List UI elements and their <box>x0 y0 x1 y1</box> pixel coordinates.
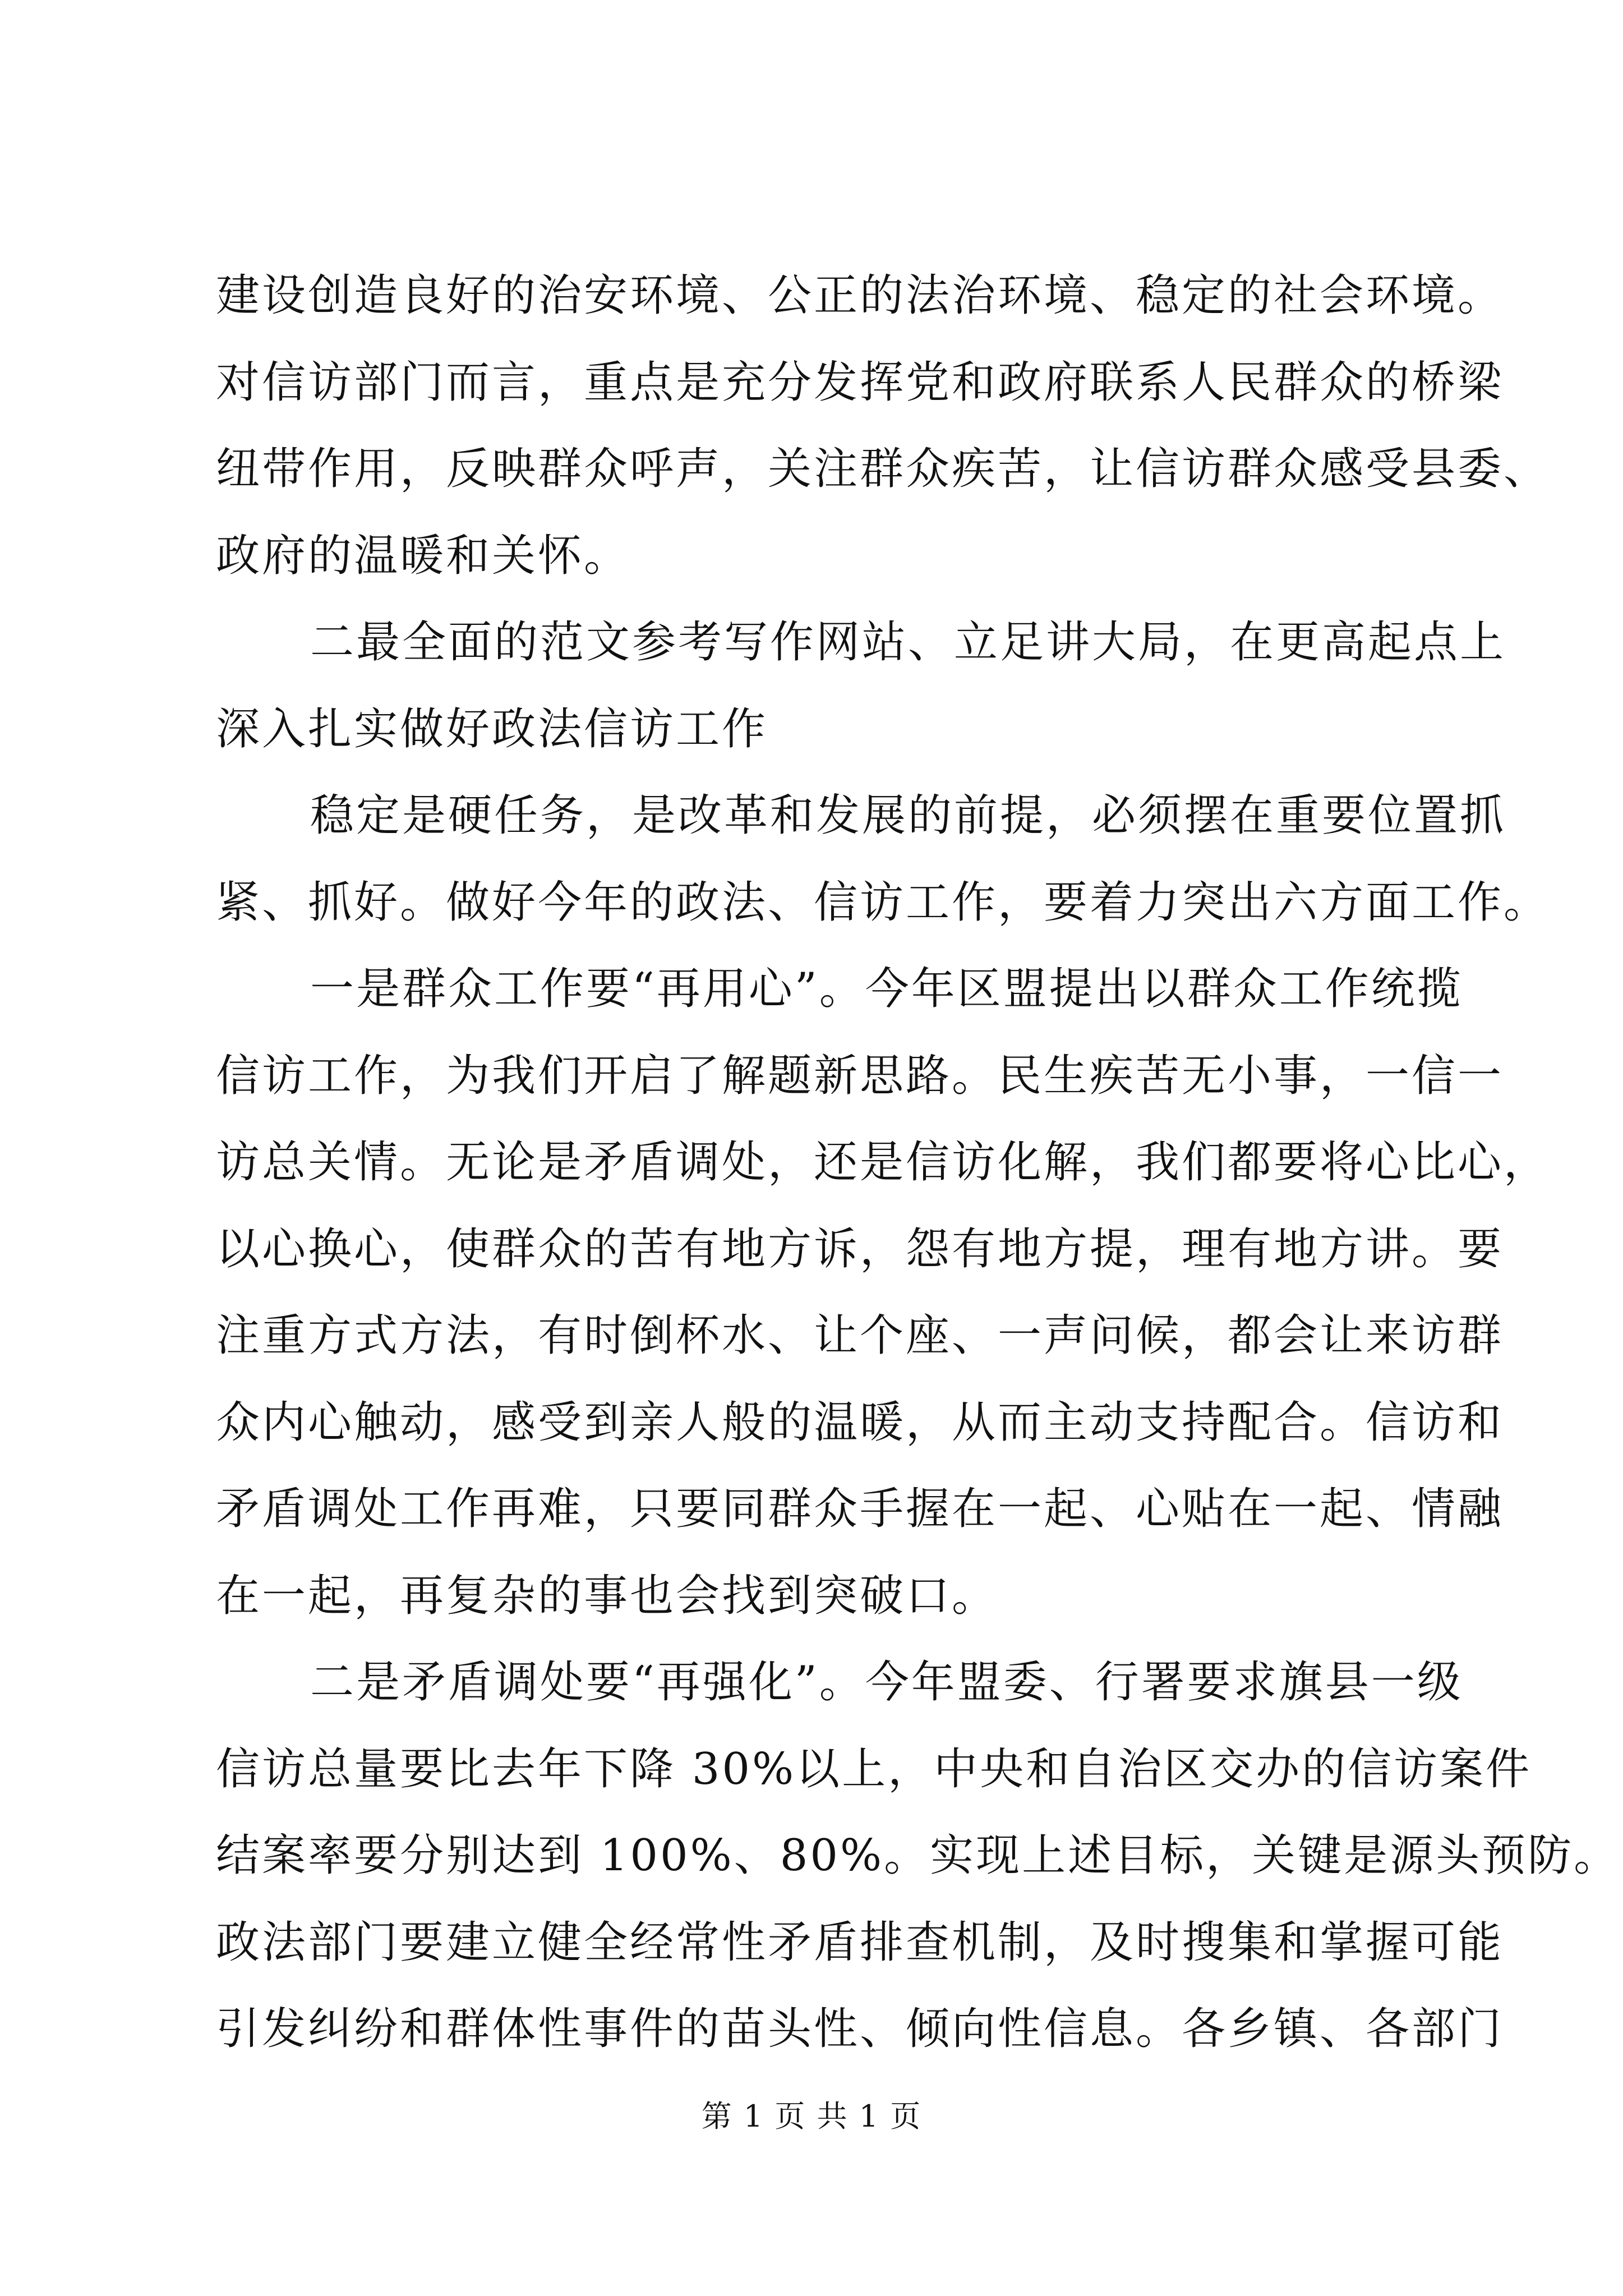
body-line: 矛盾调处工作再难，只要同群众手握在一起、心贴在一起、情融 <box>216 1484 1504 1534</box>
paragraph-start-line: 稳定是硬任务，是改革和发展的前提，必须摆在重要位置抓 <box>310 790 1506 841</box>
body-line: 众内心触动，感受到亲人般的温暖，从而主动支持配合。信访和 <box>216 1397 1504 1448</box>
body-line: 政府的温暖和关怀。 <box>216 530 630 581</box>
body-line: 在一起，再复杂的事也会找到突破口。 <box>216 1570 998 1621</box>
body-line: 引发纠纷和群体性事件的苗头性、倾向性信息。各乡镇、各部门 <box>216 2004 1504 2054</box>
section-heading-line: 深入扎实做好政法信访工作 <box>216 703 768 754</box>
document-body <box>216 252 1620 2073</box>
paragraph-start-line: 一是群众工作要“再用心”。今年区盟提出以群众工作统揽 <box>310 964 1463 1014</box>
body-line: 信访工作，为我们开启了解题新思路。民生疾苦无小事，一信一 <box>216 1050 1504 1101</box>
body-line: 紧、抓好。做好今年的政法、信访工作，要着力突出六方面工作。 <box>216 877 1550 928</box>
page-number-footer: 第 1 页 共 1 页 <box>701 2099 922 2134</box>
section-heading-line: 二最全面的范文参考写作网站、立足讲大局，在更高起点上 <box>310 617 1506 668</box>
body-line: 政法部门要建立健全经常性矛盾排查机制，及时搜集和掌握可能 <box>216 1917 1504 1968</box>
body-line: 访总关情。无论是矛盾调处，还是信访化解，我们都要将心比心， <box>216 1137 1550 1188</box>
paragraph-start-line: 二是矛盾调处要“再强化”。今年盟委、行署要求旗县一级 <box>310 1657 1463 1708</box>
body-line: 以心换心，使群众的苦有地方诉，怨有地方提，理有地方讲。要 <box>216 1223 1504 1274</box>
body-line: 对信访部门而言，重点是充分发挥党和政府联系人民群众的桥梁 <box>216 357 1504 408</box>
body-line: 注重方式方法，有时倒杯水、让个座、一声问候，都会让来访群 <box>216 1310 1504 1361</box>
body-line: 结案率要分别达到 100%、80%。实现上述目标，关键是源头预防。 <box>216 1830 1620 1881</box>
body-line: 纽带作用，反映群众呼声，关注群众疾苦，让信访群众感受县委、 <box>216 444 1550 494</box>
body-line: 建设创造良好的治安环境、公正的法治环境、稳定的社会环境。 <box>216 270 1504 321</box>
body-line: 信访总量要比去年下降 30%以上，中央和自治区交办的信访案件 <box>216 1743 1532 1795</box>
